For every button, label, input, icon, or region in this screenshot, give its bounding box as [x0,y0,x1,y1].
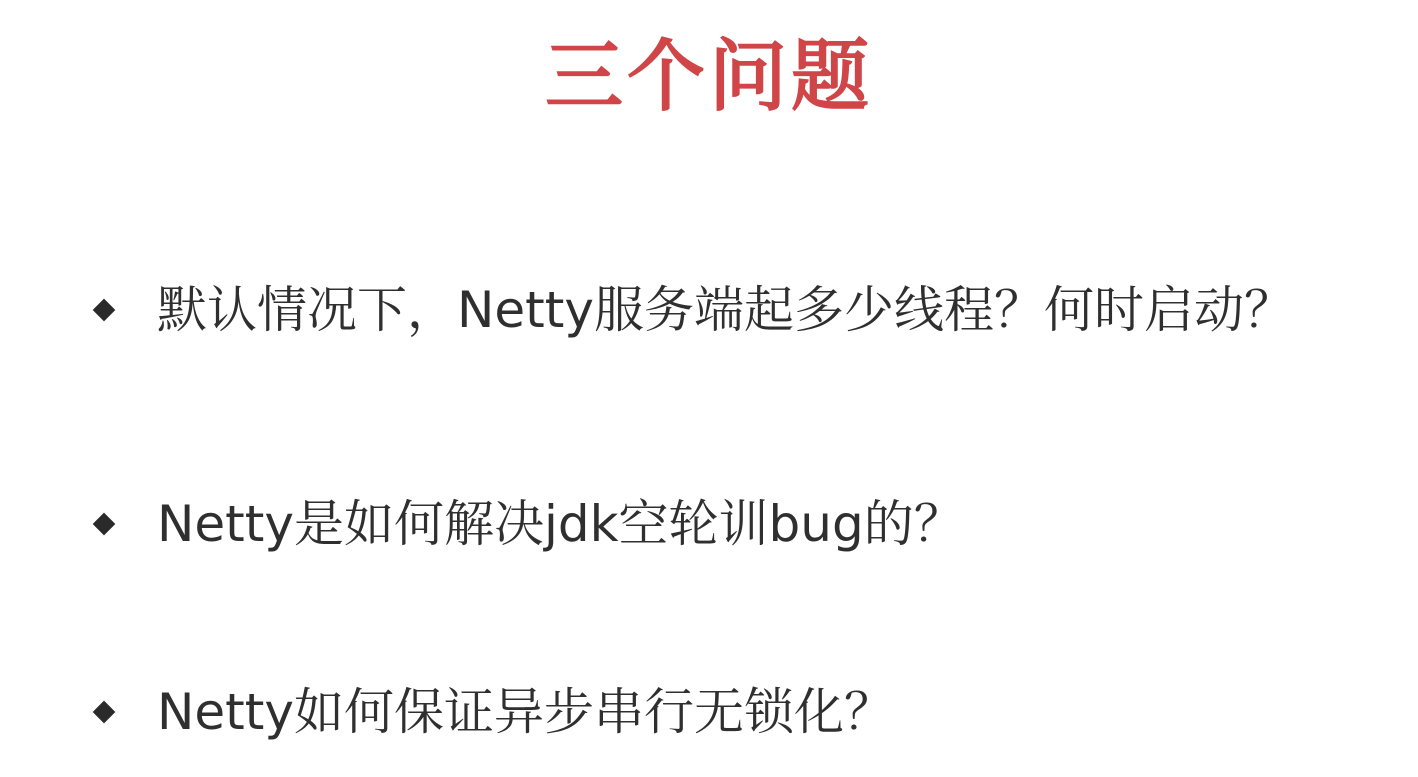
question-item [96,672,894,752]
question-text: Netty是如何解决jdk空轮训bug的？ [157,495,964,553]
question-text: Netty如何保证异步串行无锁化？ [157,683,894,741]
slide-title: 三个问题 [544,32,873,122]
question-text: 默认情况下，Netty服务端起多少线程？何时启动？ [157,281,1294,339]
diamond-bullet-icon [93,513,116,536]
question-item [96,484,964,564]
diamond-bullet-icon [93,701,116,724]
diamond-bullet-icon [93,299,116,322]
question-item [96,270,1294,350]
